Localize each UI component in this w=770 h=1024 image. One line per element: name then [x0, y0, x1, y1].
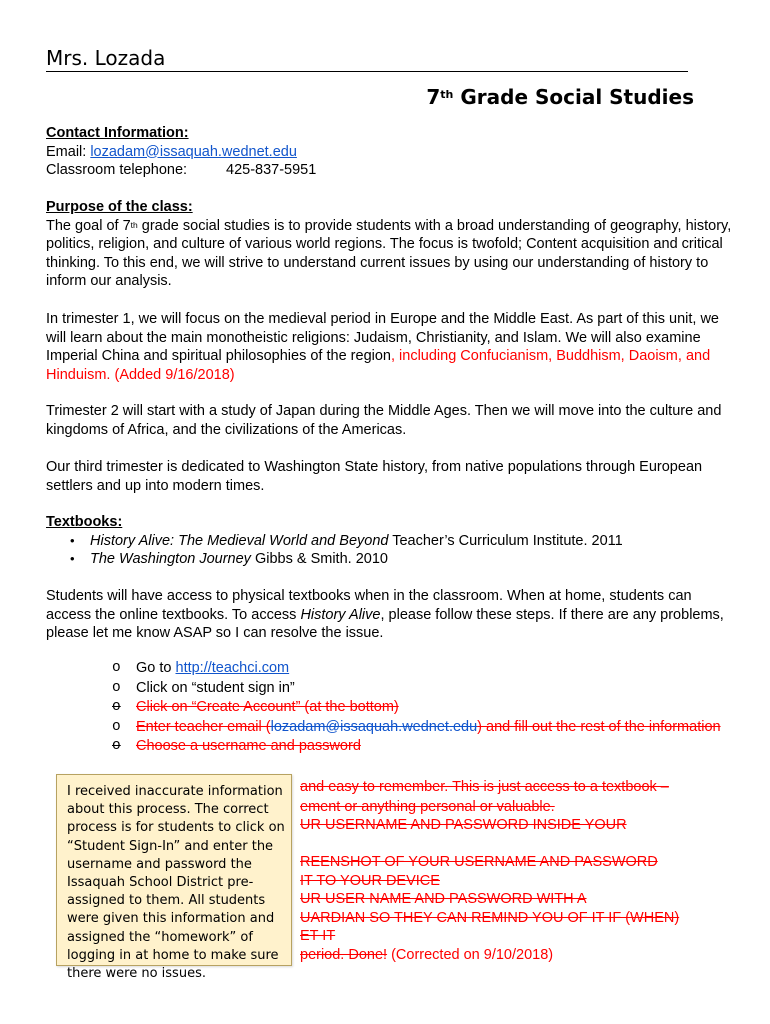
p1-text-b: grade social studies is to provide students with a broad understanding of geography, history, politics, religion, and culture of various world regions. The focus is twofold; Content acquisition and critical thinking. To this end, we will strive to understand current issues by using our understanding of history to inform our analysis. [46, 217, 732, 290]
corrected-line [300, 946, 730, 965]
step-item [112, 659, 732, 679]
textbook-instructions [46, 587, 736, 643]
textbook-item [46, 532, 736, 551]
purpose-paragraph-2 [46, 310, 736, 384]
instructions-book-title: History Alive [300, 606, 381, 623]
step-item-struck [112, 737, 732, 757]
p1-text-a: The goal of 7 [46, 217, 131, 234]
step-text: REENSHOT OF YOUR USERNAME AND PASSWORD [300, 854, 658, 870]
step-marker: o [112, 679, 121, 696]
step-marker: o [112, 699, 121, 716]
step-text: IT TO YOUR DEVICE [300, 872, 440, 889]
textbook-title: The Washington Journey [90, 551, 251, 568]
p2-text: In trimester 1, we will focus on the medieval period in Europe and the Middle East. As part of this unit, we will learn about the main monotheistic religions: Judaism, Christianity, and Islam. We will also examine Imperial China and spiritual philosophies of the region [46, 311, 719, 365]
step-text: ET IT [300, 928, 336, 945]
step-text: ement or anything personal or valuable. [300, 798, 555, 815]
phone-number: 425-837-5951 [226, 162, 317, 179]
textbook-title: History Alive: The Medieval World and Beyond [90, 532, 389, 549]
grade-title: Grade Social Studies [453, 85, 694, 109]
step-text: Choose a username and password [136, 738, 361, 755]
teacher-email-link[interactable]: lozadam@issaquah.wednet.edu [270, 718, 478, 735]
step-text: Click on “student sign in” [136, 679, 295, 696]
step-marker: o [112, 738, 121, 755]
covered-step-text [300, 816, 730, 836]
textbook-publisher: Teacher’s Curriculum Institute. 2011 [388, 532, 623, 549]
teacher-name: Mrs. Lozada [46, 44, 688, 72]
p1-superscript: th [130, 219, 138, 230]
correction-note: (Corrected on 9/10/2018) [387, 947, 554, 963]
textbook-publisher: Gibbs & Smith. 2010 [250, 551, 388, 568]
grade-suffix: th [440, 88, 454, 101]
step-text: Go to [136, 660, 176, 676]
step-item-struck [112, 718, 732, 738]
comment-note[interactable]: I received inaccurate information about this process. The correct process is for students to click on “Student Sign-In” and enter the username and password the Issaquah School District pre-assigned to them. All students were given this information and assigned the “homework” of logging in at home to make sure there were no issues. [56, 774, 292, 966]
step-item-struck [112, 698, 732, 718]
step-marker: o [112, 718, 121, 735]
bullet-icon: • [70, 551, 75, 567]
contact-heading: Contact Information: [46, 125, 189, 141]
covered-step-text [300, 778, 730, 817]
purpose-section [46, 198, 736, 291]
covered-step-text [300, 853, 730, 946]
textbooks-section [46, 513, 736, 569]
step-text: Click on “Create Account” (at the bottom) [136, 699, 399, 716]
step-marker: o [112, 660, 121, 676]
step-item [112, 679, 732, 699]
purpose-paragraph-4: Our third trimester is dedicated to Washington State history, from native populations through European settlers and up into modern times. [46, 459, 703, 494]
purpose-heading: Purpose of the class: [46, 199, 193, 215]
step-text: Enter teacher email ( [136, 718, 271, 735]
step-text: UR USERNAME AND PASSWORD INSIDE YOUR [300, 817, 627, 833]
signup-steps [112, 659, 732, 757]
p2-added-text: , including Confucianism, Buddhism, Daoism, and Hinduism. (Added 9/16/2018) [46, 348, 711, 383]
textbooks-heading: Textbooks: [46, 514, 123, 530]
course-title [426, 84, 694, 110]
step-text: ) and fill out the rest of the information [477, 718, 721, 735]
step-text: UARDIAN SO THEY CAN REMIND YOU OF IT IF (WHEN) [300, 909, 680, 926]
instructions-text-b: , please follow these steps. If there are any problems, please let me know ASAP so I can resolve the issue. [46, 606, 724, 642]
email-link[interactable]: lozadam@issaquah.wednet.edu [90, 143, 297, 160]
instructions-text-a: Students will have access to physical textbooks when in the classroom. When at home, students can access the online textbooks. To access [46, 588, 692, 623]
teachci-link[interactable]: http://teachci.com [175, 660, 290, 676]
textbook-item [46, 550, 736, 569]
step-text: and easy to remember. This is just access to a textbook – [300, 779, 669, 795]
purpose-paragraph-3: Trimester 2 will start with a study of Japan during the Middle Ages. Then we will move into the culture and kingdoms of Africa, and the civilizations of the Americas. [46, 403, 722, 438]
bullet-icon: • [70, 532, 75, 548]
textbook-list [46, 532, 736, 569]
contact-section [46, 124, 736, 180]
phone-label: Classroom telephone: [46, 162, 188, 179]
step-text: UR USER NAME AND PASSWORD WITH A [300, 891, 587, 908]
grade-number: 7 [426, 85, 441, 109]
step-text: period. Done! [300, 947, 388, 963]
email-line [46, 143, 736, 162]
phone-line [46, 161, 736, 180]
purpose-paragraph-1 [46, 217, 736, 291]
email-label: Email: [46, 143, 91, 160]
